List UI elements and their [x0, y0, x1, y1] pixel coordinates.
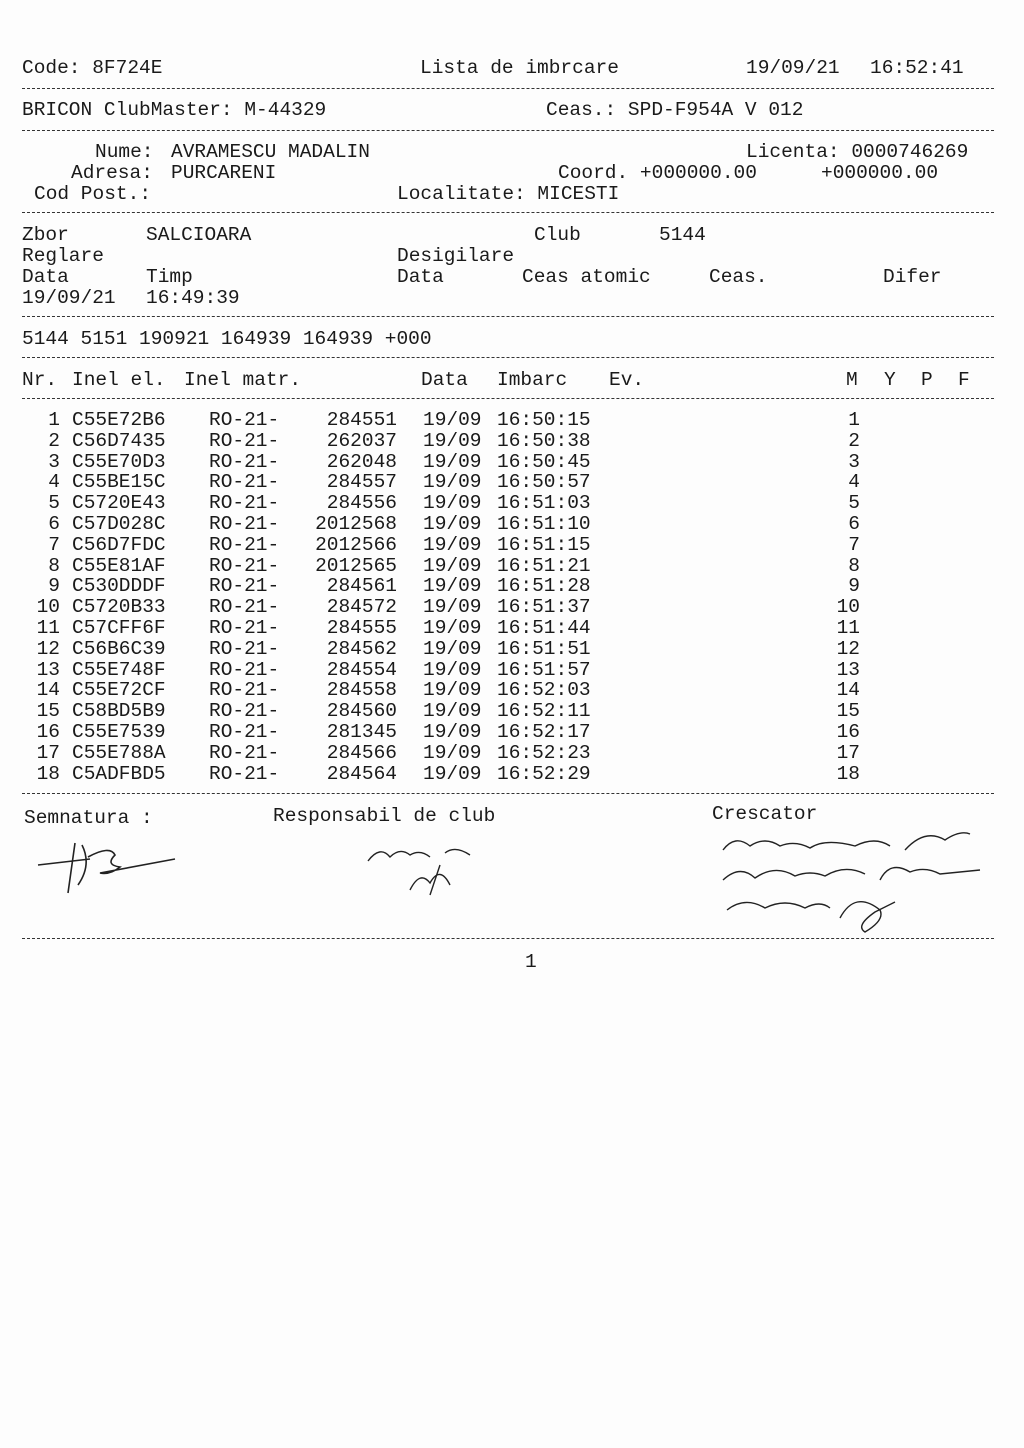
position-m: 4 — [848, 471, 860, 494]
arrival-date: 19/09 — [423, 700, 482, 723]
name: AVRAMESCU MADALIN — [171, 141, 370, 163]
divider — [22, 938, 994, 939]
arrival-time: 16:51:57 — [497, 658, 591, 681]
ring-number: 2012568 — [315, 513, 397, 535]
divider — [22, 212, 994, 213]
ring-prefix: RO-21- — [209, 492, 280, 515]
col-nr: Nr. — [22, 369, 58, 391]
arrival-time: 16:51:21 — [497, 554, 591, 577]
diff-label: Difer — [883, 266, 942, 288]
row-nr: 7 — [48, 533, 60, 556]
flight-label: Zbor — [22, 224, 69, 246]
arrival-time: 16:51:10 — [497, 513, 591, 535]
divider — [22, 793, 994, 794]
clock-id: Ceas.: SPD-F954A V 012 — [546, 99, 804, 121]
arrival-date: 19/09 — [423, 762, 482, 785]
row-nr: 8 — [48, 554, 60, 577]
ring-number: 2012565 — [315, 554, 397, 577]
ring-electronic: C55E70D3 — [72, 450, 166, 473]
ring-number: 2012566 — [315, 533, 397, 556]
row-nr: 1 — [48, 409, 60, 431]
ring-prefix: RO-21- — [209, 637, 280, 660]
divider — [22, 398, 994, 399]
col-ev: Ev. — [609, 369, 645, 391]
arrival-time: 16:51:28 — [497, 575, 591, 598]
position-m: 14 — [836, 679, 860, 702]
row-nr: 6 — [48, 513, 60, 535]
row-nr: 11 — [36, 617, 60, 639]
ring-prefix: RO-21- — [209, 721, 280, 743]
arrival-time: 16:51:44 — [497, 617, 591, 639]
col-m: M — [846, 369, 858, 391]
row-nr: 3 — [48, 450, 60, 473]
ring-prefix: RO-21- — [209, 409, 280, 431]
club-responsible-label: Responsabil de club — [273, 805, 496, 827]
ring-number: 284556 — [326, 492, 397, 515]
ring-electronic: C5ADFBD5 — [72, 762, 166, 785]
timp-label: Timp — [146, 266, 193, 288]
ring-number: 284555 — [326, 617, 397, 639]
ring-prefix: RO-21- — [209, 762, 280, 785]
ring-number: 284562 — [326, 637, 397, 660]
breeder-label: Crescator — [712, 803, 818, 825]
divider — [22, 130, 994, 131]
position-m: 5 — [848, 492, 860, 515]
position-m: 13 — [836, 658, 860, 681]
locality: Localitate: MICESTI — [397, 183, 620, 205]
arrival-date: 19/09 — [423, 471, 482, 494]
ring-electronic: C55E81AF — [72, 554, 166, 577]
divider — [22, 357, 994, 358]
ring-electronic: C56D7FDC — [72, 533, 166, 556]
row-nr: 5 — [48, 492, 60, 515]
ring-prefix: RO-21- — [209, 471, 280, 494]
arrival-time: 16:51:51 — [497, 637, 591, 660]
clock-label: Ceas. — [709, 266, 768, 288]
row-nr: 17 — [36, 741, 60, 764]
arrival-date: 19/09 — [423, 492, 482, 515]
club-number: 5144 — [659, 224, 706, 246]
club-label: Club — [534, 224, 581, 246]
reglare-date: 19/09/21 — [22, 287, 116, 309]
ring-number: 284564 — [326, 762, 397, 785]
row-nr: 15 — [36, 700, 60, 723]
ring-electronic: C55E72B6 — [72, 409, 166, 431]
arrival-date: 19/09 — [423, 554, 482, 577]
reglare-time: 16:49:39 — [146, 287, 240, 309]
divider — [22, 316, 994, 317]
ring-electronic: C56D7435 — [72, 429, 166, 452]
row-nr: 2 — [48, 429, 60, 452]
ring-electronic: C57CFF6F — [72, 617, 166, 639]
position-m: 12 — [836, 637, 860, 660]
arrival-time: 16:52:03 — [497, 679, 591, 702]
arrival-time: 16:50:57 — [497, 471, 591, 494]
address: PURCARENI — [171, 162, 277, 184]
ring-prefix: RO-21- — [209, 575, 280, 598]
ring-number: 262037 — [326, 429, 397, 452]
ring-number: 284572 — [326, 596, 397, 619]
row-nr: 12 — [36, 637, 60, 660]
ring-prefix: RO-21- — [209, 700, 280, 723]
atomic-clock-label: Ceas atomic — [522, 266, 651, 288]
arrival-date: 19/09 — [423, 596, 482, 619]
arrival-date: 19/09 — [423, 409, 482, 431]
ring-prefix: RO-21- — [209, 617, 280, 639]
club-responsible-handwriting — [360, 835, 490, 900]
row-nr: 4 — [48, 471, 60, 494]
position-m: 8 — [848, 554, 860, 577]
ring-prefix: RO-21- — [209, 741, 280, 764]
arrival-date: 19/09 — [423, 658, 482, 681]
postal-code-label: Cod Post.: — [34, 183, 152, 205]
data-label-2: Data — [397, 266, 444, 288]
summary-line: 5144 5151 190921 164939 164939 +000 — [22, 328, 432, 350]
ring-prefix: RO-21- — [209, 554, 280, 577]
arrival-date: 19/09 — [423, 533, 482, 556]
ring-prefix: RO-21- — [209, 533, 280, 556]
ring-prefix: RO-21- — [209, 429, 280, 452]
position-m: 10 — [836, 596, 860, 619]
name-label: Nume: — [95, 141, 154, 163]
ring-electronic: C55E7539 — [72, 721, 166, 743]
arrival-time: 16:50:45 — [497, 450, 591, 473]
position-m: 7 — [848, 533, 860, 556]
row-nr: 16 — [36, 721, 60, 743]
arrival-date: 19/09 — [423, 679, 482, 702]
divider — [22, 88, 994, 89]
ring-number: 262048 — [326, 450, 397, 473]
position-m: 15 — [836, 700, 860, 723]
position-m: 6 — [848, 513, 860, 535]
ring-prefix: RO-21- — [209, 596, 280, 619]
ring-number: 284554 — [326, 658, 397, 681]
col-imbarc: Imbarc — [497, 369, 568, 391]
position-m: 17 — [836, 741, 860, 764]
ring-electronic: C55E788A — [72, 741, 166, 764]
ring-electronic: C57D028C — [72, 513, 166, 535]
code: Code: 8F724E — [22, 57, 163, 79]
row-nr: 18 — [36, 762, 60, 785]
signature-handwriting — [30, 835, 190, 900]
ring-electronic: C530DDDF — [72, 575, 166, 598]
ring-electronic: C55BE15C — [72, 471, 166, 494]
arrival-date: 19/09 — [423, 721, 482, 743]
arrival-date: 19/09 — [423, 617, 482, 639]
arrival-date: 19/09 — [423, 637, 482, 660]
ring-number: 284558 — [326, 679, 397, 702]
arrival-time: 16:51:37 — [497, 596, 591, 619]
ring-number: 284566 — [326, 741, 397, 764]
position-m: 9 — [848, 575, 860, 598]
arrival-date: 19/09 — [423, 741, 482, 764]
arrival-time: 16:51:15 — [497, 533, 591, 556]
arrival-time: 16:52:17 — [497, 721, 591, 743]
ring-number: 284560 — [326, 700, 397, 723]
ring-number: 284551 — [326, 409, 397, 431]
print-date: 19/09/21 — [746, 57, 840, 79]
license: Licenta: 0000746269 — [746, 141, 969, 163]
arrival-date: 19/09 — [423, 450, 482, 473]
arrival-date: 19/09 — [423, 429, 482, 452]
position-m: 1 — [848, 409, 860, 431]
ring-number: 281345 — [326, 721, 397, 743]
position-m: 16 — [836, 721, 860, 743]
position-m: 3 — [848, 450, 860, 473]
ring-electronic: C58BD5B9 — [72, 700, 166, 723]
flight-name: SALCIOARA — [146, 224, 252, 246]
col-y: Y — [884, 369, 896, 391]
row-nr: 10 — [36, 596, 60, 619]
col-data: Data — [421, 369, 468, 391]
arrival-time: 16:52:23 — [497, 741, 591, 764]
coord-2: +000000.00 — [821, 162, 939, 184]
col-p: P — [921, 369, 933, 391]
ring-prefix: RO-21- — [209, 679, 280, 702]
arrival-date: 19/09 — [423, 513, 482, 535]
position-m: 2 — [848, 429, 860, 452]
position-m: 18 — [836, 762, 860, 785]
arrival-time: 16:52:29 — [497, 762, 591, 785]
arrival-date: 19/09 — [423, 575, 482, 598]
page-number: 1 — [525, 951, 537, 973]
arrival-time: 16:50:38 — [497, 429, 591, 452]
ring-electronic: C55E72CF — [72, 679, 166, 702]
ring-electronic: C5720E43 — [72, 492, 166, 515]
data-label: Data — [22, 266, 69, 288]
desigilare-label: Desigilare — [397, 245, 515, 267]
ring-electronic: C56B6C39 — [72, 637, 166, 660]
ring-prefix: RO-21- — [209, 513, 280, 535]
row-nr: 14 — [36, 679, 60, 702]
col-inel-el: Inel el. — [72, 369, 166, 391]
ring-prefix: RO-21- — [209, 450, 280, 473]
clubmaster: BRICON ClubMaster: M-44329 — [22, 99, 327, 121]
col-inel-matr: Inel matr. — [184, 369, 302, 391]
ring-prefix: RO-21- — [209, 658, 280, 681]
coord: Coord. +000000.00 — [558, 162, 757, 184]
ring-electronic: C55E748F — [72, 658, 166, 681]
ring-number: 284557 — [326, 471, 397, 494]
document-title: Lista de imbrcare — [420, 57, 619, 79]
breeder-handwriting — [715, 820, 990, 935]
address-label: Adresa: — [71, 162, 153, 184]
row-nr: 9 — [48, 575, 60, 598]
arrival-time: 16:50:15 — [497, 409, 591, 431]
position-m: 11 — [836, 617, 860, 639]
arrival-time: 16:51:03 — [497, 492, 591, 515]
reglare-label: Reglare — [22, 245, 104, 267]
ring-number: 284561 — [326, 575, 397, 598]
signature-label: Semnatura : — [24, 807, 153, 829]
col-f: F — [958, 369, 970, 391]
row-nr: 13 — [36, 658, 60, 681]
print-time: 16:52:41 — [870, 57, 964, 79]
arrival-time: 16:52:11 — [497, 700, 591, 723]
ring-electronic: C5720B33 — [72, 596, 166, 619]
